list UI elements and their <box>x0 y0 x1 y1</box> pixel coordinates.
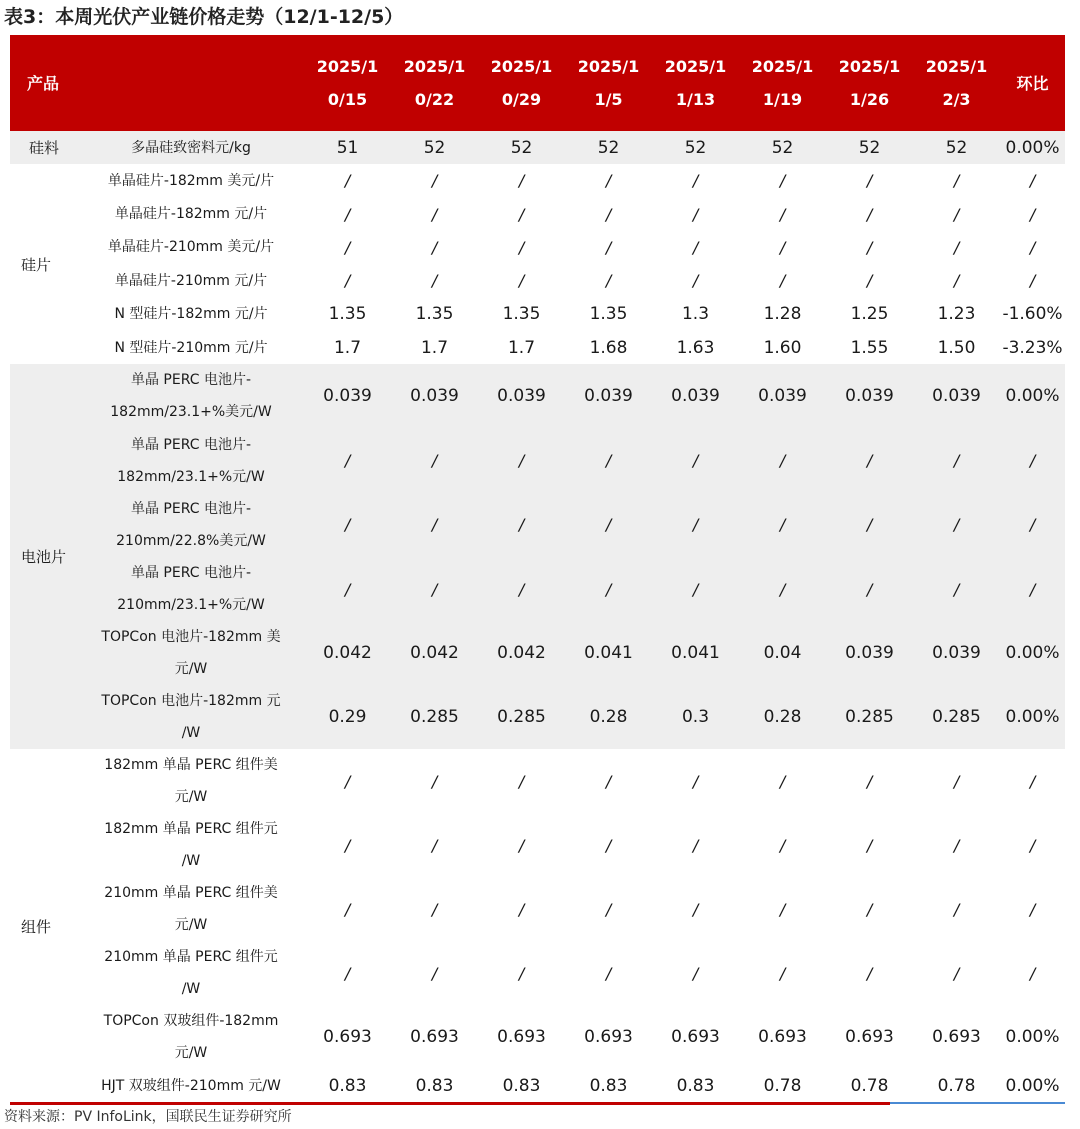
header-product: 产品 <box>10 35 304 131</box>
price-cell: 0.042 <box>478 621 565 685</box>
change-cell: / <box>1000 164 1065 197</box>
table-row <box>10 331 1065 364</box>
price-cell: / <box>478 557 565 621</box>
price-cell: / <box>913 429 1000 493</box>
price-cell: 0.3 <box>652 685 739 749</box>
price-cell: 0.285 <box>478 685 565 749</box>
price-cell: / <box>913 813 1000 877</box>
price-cell: / <box>304 429 391 493</box>
price-cell: / <box>652 264 739 297</box>
header-date: 2025/1 1/19 <box>739 35 826 131</box>
table-row <box>10 298 1065 331</box>
price-cell: 0.693 <box>565 1005 652 1069</box>
table-row <box>10 685 1065 749</box>
price-cell: 52 <box>478 131 565 164</box>
price-cell: / <box>652 749 739 813</box>
price-cell: / <box>478 231 565 264</box>
price-cell: / <box>391 813 478 877</box>
price-cell: / <box>826 429 913 493</box>
price-cell: / <box>826 164 913 197</box>
price-cell: / <box>391 493 478 557</box>
change-cell: / <box>1000 197 1065 230</box>
price-cell: 52 <box>913 131 1000 164</box>
price-cell: / <box>478 197 565 230</box>
price-cell: 0.285 <box>391 685 478 749</box>
price-cell: / <box>391 231 478 264</box>
price-cell: 51 <box>304 131 391 164</box>
price-cell: / <box>913 877 1000 941</box>
price-cell: / <box>739 749 826 813</box>
price-cell: / <box>391 197 478 230</box>
price-cell: / <box>913 231 1000 264</box>
price-cell: 0.039 <box>565 364 652 428</box>
price-cell: / <box>478 429 565 493</box>
price-cell: 0.042 <box>391 621 478 685</box>
header-date: 2025/1 1/5 <box>565 35 652 131</box>
price-cell: / <box>478 877 565 941</box>
product-label: 单晶硅片-182mm 美元/片 <box>78 164 304 197</box>
price-cell: 0.83 <box>565 1069 652 1103</box>
price-cell: / <box>391 749 478 813</box>
price-cell: / <box>565 877 652 941</box>
price-cell: 0.039 <box>304 364 391 428</box>
price-cell: / <box>826 557 913 621</box>
change-cell: / <box>1000 429 1065 493</box>
price-cell: 0.83 <box>391 1069 478 1103</box>
price-cell: / <box>565 264 652 297</box>
price-cell: 0.78 <box>739 1069 826 1103</box>
change-cell: / <box>1000 877 1065 941</box>
price-cell: 0.039 <box>478 364 565 428</box>
change-cell: 0.00% <box>1000 621 1065 685</box>
price-cell: 0.039 <box>391 364 478 428</box>
product-label: 单晶硅片-210mm 元/片 <box>78 264 304 297</box>
price-cell: / <box>565 197 652 230</box>
price-cell: 0.83 <box>304 1069 391 1103</box>
product-label: TOPCon 双玻组件-182mm 元/W <box>78 1005 304 1069</box>
table-row <box>10 364 1065 428</box>
price-cell: / <box>391 557 478 621</box>
header-date: 2025/1 0/15 <box>304 35 391 131</box>
price-cell: / <box>739 164 826 197</box>
price-cell: / <box>391 164 478 197</box>
change-cell: / <box>1000 557 1065 621</box>
change-cell: / <box>1000 493 1065 557</box>
price-cell: / <box>565 749 652 813</box>
price-cell: / <box>913 264 1000 297</box>
price-cell: 1.63 <box>652 331 739 364</box>
price-cell: / <box>304 557 391 621</box>
price-cell: 0.693 <box>913 1005 1000 1069</box>
change-cell: -3.23% <box>1000 331 1065 364</box>
price-cell: 1.7 <box>391 331 478 364</box>
category-cell: 硅料 <box>10 131 78 164</box>
source-note: 资料来源：PV InfoLink，国联民生证券研究所 <box>4 1109 292 1125</box>
price-cell: 52 <box>826 131 913 164</box>
price-cell: / <box>565 231 652 264</box>
header-date: 2025/1 0/22 <box>391 35 478 131</box>
product-label: 单晶 PERC 电池片- 182mm/23.1+%美元/W <box>78 364 304 428</box>
price-cell: / <box>565 493 652 557</box>
price-cell: / <box>652 877 739 941</box>
change-cell: 0.00% <box>1000 364 1065 428</box>
price-cell: / <box>739 197 826 230</box>
header-date: 2025/1 2/3 <box>913 35 1000 131</box>
price-cell: 1.50 <box>913 331 1000 364</box>
table-row <box>10 493 1065 557</box>
price-cell: / <box>391 264 478 297</box>
change-cell: / <box>1000 749 1065 813</box>
price-cell: 52 <box>391 131 478 164</box>
price-cell: / <box>565 429 652 493</box>
change-cell: -1.60% <box>1000 298 1065 331</box>
product-label: 单晶硅片-182mm 元/片 <box>78 197 304 230</box>
footer-rule-red <box>10 1102 890 1105</box>
price-cell: / <box>652 941 739 1005</box>
price-cell: / <box>652 493 739 557</box>
price-cell: / <box>391 941 478 1005</box>
table-row <box>10 813 1065 877</box>
product-label: 单晶 PERC 电池片- 210mm/23.1+%元/W <box>78 557 304 621</box>
price-cell: 52 <box>739 131 826 164</box>
price-cell: / <box>913 557 1000 621</box>
price-cell: 0.28 <box>565 685 652 749</box>
product-label: 182mm 单晶 PERC 组件元 /W <box>78 813 304 877</box>
price-cell: / <box>478 264 565 297</box>
price-cell: / <box>826 197 913 230</box>
price-cell: / <box>652 231 739 264</box>
change-cell: 0.00% <box>1000 685 1065 749</box>
price-cell: 0.83 <box>478 1069 565 1103</box>
table-row <box>10 197 1065 230</box>
price-cell: / <box>304 197 391 230</box>
table-row <box>10 131 1065 164</box>
price-cell: / <box>304 231 391 264</box>
product-label: 多晶硅致密料元/kg <box>78 131 304 164</box>
change-cell: / <box>1000 264 1065 297</box>
price-cell: 1.35 <box>478 298 565 331</box>
product-label: N 型硅片-210mm 元/片 <box>78 331 304 364</box>
price-cell: / <box>304 813 391 877</box>
table-row <box>10 557 1065 621</box>
product-label: 210mm 单晶 PERC 组件元 /W <box>78 941 304 1005</box>
price-cell: 52 <box>652 131 739 164</box>
header-date: 2025/1 1/13 <box>652 35 739 131</box>
price-cell: / <box>739 264 826 297</box>
price-cell: 1.68 <box>565 331 652 364</box>
change-cell: 0.00% <box>1000 1005 1065 1069</box>
price-cell: / <box>913 941 1000 1005</box>
price-cell: 0.693 <box>652 1005 739 1069</box>
price-cell: 0.693 <box>478 1005 565 1069</box>
price-cell: / <box>652 429 739 493</box>
product-label: TOPCon 电池片-182mm 元 /W <box>78 685 304 749</box>
price-cell: 0.039 <box>913 621 1000 685</box>
price-cell: / <box>478 493 565 557</box>
product-label: TOPCon 电池片-182mm 美 元/W <box>78 621 304 685</box>
change-cell: 0.00% <box>1000 131 1065 164</box>
price-cell: / <box>913 493 1000 557</box>
price-cell: 1.3 <box>652 298 739 331</box>
price-cell: / <box>652 164 739 197</box>
price-cell: / <box>913 749 1000 813</box>
price-cell: 0.041 <box>565 621 652 685</box>
header-row <box>10 35 1065 131</box>
price-cell: 1.25 <box>826 298 913 331</box>
table-row <box>10 1069 1065 1103</box>
price-cell: / <box>391 877 478 941</box>
price-cell: 0.041 <box>652 621 739 685</box>
table-row <box>10 941 1065 1005</box>
price-cell: / <box>739 941 826 1005</box>
price-cell: / <box>913 197 1000 230</box>
price-cell: 1.35 <box>565 298 652 331</box>
header-change: 环比 <box>1000 35 1065 131</box>
price-cell: / <box>478 813 565 877</box>
price-cell: / <box>478 164 565 197</box>
group-module <box>10 749 1065 1103</box>
price-cell: / <box>304 941 391 1005</box>
price-cell: 0.039 <box>826 364 913 428</box>
group-silicon <box>10 131 1065 164</box>
price-cell: 0.693 <box>304 1005 391 1069</box>
price-cell: 0.78 <box>826 1069 913 1103</box>
price-cell: 1.28 <box>739 298 826 331</box>
change-cell: / <box>1000 941 1065 1005</box>
product-label: 单晶硅片-210mm 美元/片 <box>78 231 304 264</box>
price-cell: / <box>826 749 913 813</box>
price-cell: / <box>826 877 913 941</box>
table-row <box>10 264 1065 297</box>
price-cell: 1.55 <box>826 331 913 364</box>
product-label: 单晶 PERC 电池片- 182mm/23.1+%元/W <box>78 429 304 493</box>
header-date: 2025/1 0/29 <box>478 35 565 131</box>
table-row <box>10 1005 1065 1069</box>
price-cell: / <box>304 164 391 197</box>
price-cell: 0.693 <box>391 1005 478 1069</box>
price-cell: 0.78 <box>913 1069 1000 1103</box>
product-label: 210mm 单晶 PERC 组件美 元/W <box>78 877 304 941</box>
price-cell: 1.35 <box>391 298 478 331</box>
table-title: 表3：本周光伏产业链价格走势（12/1-12/5） <box>4 6 404 28</box>
price-cell: / <box>739 429 826 493</box>
category-cell: 电池片 <box>10 364 78 749</box>
price-cell: / <box>478 941 565 1005</box>
price-cell: / <box>304 877 391 941</box>
product-label: HJT 双玻组件-210mm 元/W <box>78 1069 304 1103</box>
price-cell: / <box>826 264 913 297</box>
price-cell: / <box>565 941 652 1005</box>
category-cell: 硅片 <box>10 164 78 364</box>
price-table <box>10 35 1065 1103</box>
price-cell: / <box>739 813 826 877</box>
price-cell: 1.23 <box>913 298 1000 331</box>
table-row <box>10 231 1065 264</box>
footer-rule-blue <box>890 1102 1065 1104</box>
price-cell: / <box>565 813 652 877</box>
price-cell: / <box>478 749 565 813</box>
group-wafer <box>10 164 1065 364</box>
table-row <box>10 877 1065 941</box>
price-cell: 0.042 <box>304 621 391 685</box>
price-cell: 0.693 <box>826 1005 913 1069</box>
price-cell: / <box>826 231 913 264</box>
price-cell: 0.04 <box>739 621 826 685</box>
price-cell: / <box>391 429 478 493</box>
product-label: N 型硅片-182mm 元/片 <box>78 298 304 331</box>
product-label: 单晶 PERC 电池片- 210mm/22.8%美元/W <box>78 493 304 557</box>
price-cell: / <box>565 164 652 197</box>
price-cell: 0.28 <box>739 685 826 749</box>
price-cell: 0.83 <box>652 1069 739 1103</box>
price-cell: 1.35 <box>304 298 391 331</box>
price-cell: / <box>826 941 913 1005</box>
price-cell: 0.039 <box>826 621 913 685</box>
price-cell: 52 <box>565 131 652 164</box>
price-cell: / <box>304 493 391 557</box>
product-label: 182mm 单晶 PERC 组件美 元/W <box>78 749 304 813</box>
price-cell: 0.693 <box>739 1005 826 1069</box>
header-date: 2025/1 1/26 <box>826 35 913 131</box>
price-cell: 0.039 <box>652 364 739 428</box>
change-cell: / <box>1000 231 1065 264</box>
change-cell: 0.00% <box>1000 1069 1065 1103</box>
price-cell: / <box>739 231 826 264</box>
price-cell: 1.60 <box>739 331 826 364</box>
price-cell: / <box>826 493 913 557</box>
table-row <box>10 749 1065 813</box>
price-cell: 1.7 <box>304 331 391 364</box>
price-cell: / <box>652 557 739 621</box>
price-cell: / <box>739 493 826 557</box>
table-row <box>10 621 1065 685</box>
price-cell: / <box>304 749 391 813</box>
change-cell: / <box>1000 813 1065 877</box>
group-cell <box>10 364 1065 749</box>
price-cell: / <box>739 877 826 941</box>
price-cell: / <box>913 164 1000 197</box>
category-cell: 组件 <box>10 749 78 1103</box>
price-cell: / <box>826 813 913 877</box>
price-cell: 1.7 <box>478 331 565 364</box>
price-cell: / <box>652 813 739 877</box>
price-cell: 0.039 <box>913 364 1000 428</box>
price-cell: / <box>739 557 826 621</box>
table-row <box>10 429 1065 493</box>
price-cell: / <box>304 264 391 297</box>
table-row <box>10 164 1065 197</box>
price-cell: 0.285 <box>913 685 1000 749</box>
price-cell: / <box>652 197 739 230</box>
price-cell: 0.285 <box>826 685 913 749</box>
price-cell: 0.29 <box>304 685 391 749</box>
price-cell: / <box>565 557 652 621</box>
price-cell: 0.039 <box>739 364 826 428</box>
